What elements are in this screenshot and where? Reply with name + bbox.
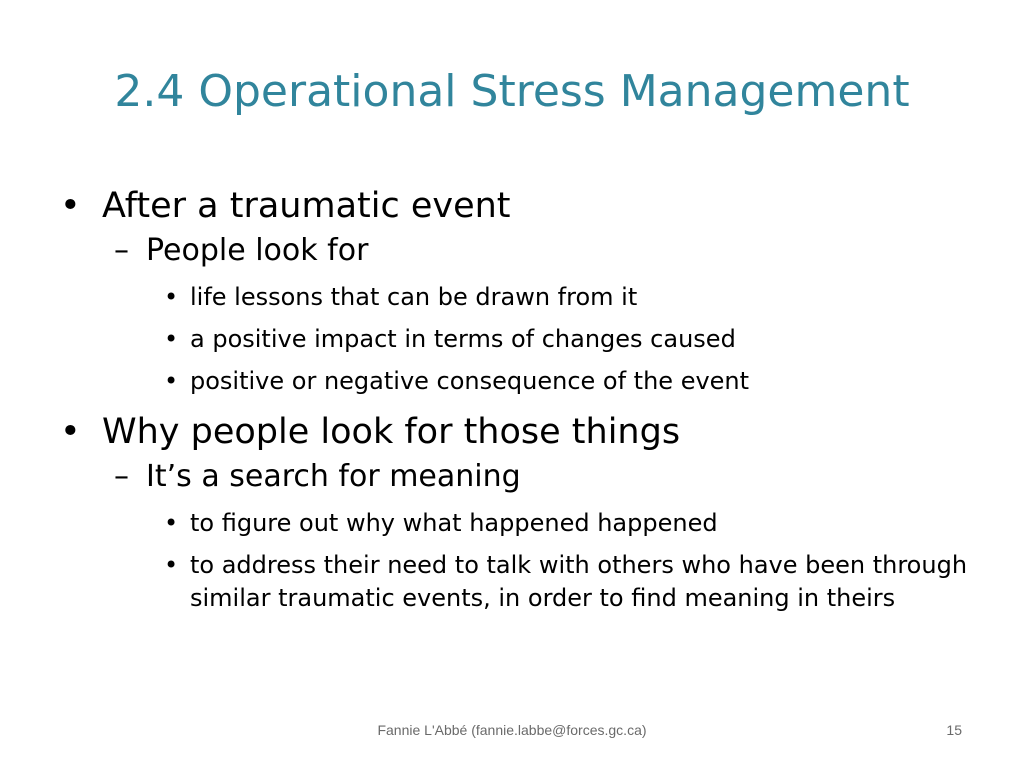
bullet-level3 bbox=[60, 323, 980, 356]
bullet-dot-icon: • bbox=[164, 509, 179, 537]
bullet-level3 bbox=[60, 549, 980, 615]
bullet-text: a positive impact in terms of changes caused bbox=[190, 325, 736, 353]
bullet-text: positive or negative consequence of the event bbox=[190, 367, 750, 395]
bullet-dot-icon: • bbox=[60, 412, 81, 452]
bullet-text: After a traumatic event bbox=[102, 186, 511, 226]
bullet-dot-icon: • bbox=[164, 325, 179, 353]
dash-icon: – bbox=[114, 459, 129, 494]
page-number: 15 bbox=[946, 722, 962, 738]
bullet-dot-icon: • bbox=[60, 186, 81, 226]
bullet-level1 bbox=[60, 182, 980, 230]
dash-icon: – bbox=[114, 233, 129, 268]
bullet-level3 bbox=[60, 365, 980, 398]
bullet-text: Why people look for those things bbox=[102, 412, 681, 452]
footer-author: Fannie L'Abbé (fannie.labbe@forces.gc.ca) bbox=[377, 722, 647, 738]
bullet-text: to figure out why what happened happened bbox=[190, 509, 718, 537]
bullet-level3 bbox=[60, 507, 980, 540]
bullet-dot-icon: • bbox=[164, 551, 179, 579]
bullet-level2 bbox=[60, 230, 980, 272]
bullet-text: life lessons that can be drawn from it bbox=[190, 283, 638, 311]
slide-title: 2.4 Operational Stress Management bbox=[114, 66, 910, 117]
bullet-text: People look for bbox=[146, 233, 369, 268]
bullet-dot-icon: • bbox=[164, 367, 179, 395]
bullet-text: It’s a search for meaning bbox=[146, 459, 521, 494]
bullet-level2 bbox=[60, 456, 980, 498]
slide-content bbox=[60, 182, 980, 615]
bullet-dot-icon: • bbox=[164, 283, 179, 311]
bullet-level1 bbox=[60, 408, 980, 456]
bullet-text: to address their need to talk with others who have been through similar traumatic events, in order to find meaning in theirs bbox=[190, 551, 968, 612]
bullet-level3 bbox=[60, 281, 980, 314]
